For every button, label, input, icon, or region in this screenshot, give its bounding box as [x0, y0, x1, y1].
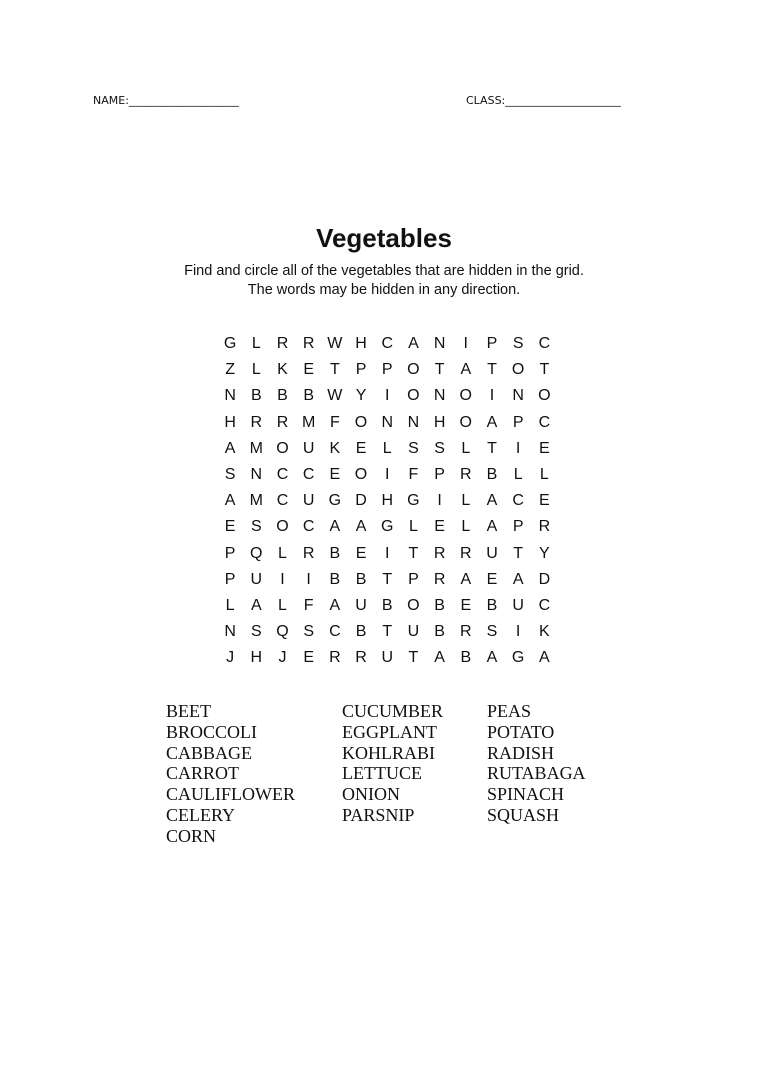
grid-letter[interactable]: J	[226, 649, 235, 667]
grid-letter[interactable]: I	[489, 387, 495, 405]
grid-letter[interactable]: O	[354, 413, 368, 431]
grid-letter[interactable]: E	[303, 649, 314, 667]
grid-letter[interactable]: T	[434, 361, 445, 379]
grid-letter[interactable]: M	[301, 413, 316, 431]
grid-letter[interactable]: C	[512, 492, 524, 510]
grid-letter[interactable]: A	[329, 518, 341, 536]
word-bank-item: CORN	[166, 825, 217, 846]
word-bank-item: CELERY	[166, 804, 236, 825]
grid-letter[interactable]: K	[329, 439, 341, 457]
grid-letter[interactable]: U	[486, 544, 498, 562]
grid-letter[interactable]: H	[381, 492, 393, 510]
grid-letter[interactable]: Z	[225, 361, 235, 379]
grid-letter[interactable]: G	[380, 518, 394, 536]
grid-letter[interactable]: L	[382, 439, 392, 457]
grid-letter[interactable]: E	[539, 439, 550, 457]
grid-letter[interactable]: L	[461, 492, 471, 510]
grid-letter[interactable]: H	[355, 335, 367, 352]
grid-letter[interactable]: H	[250, 649, 263, 667]
grid-letter[interactable]: U	[302, 492, 315, 510]
grid-letter[interactable]: B	[486, 465, 498, 483]
grid-letter[interactable]: L	[461, 518, 471, 536]
grid-letter[interactable]: U	[381, 649, 393, 667]
grid-letter[interactable]: C	[276, 492, 289, 510]
grid-letter[interactable]: P	[434, 465, 445, 483]
grid-letter[interactable]: R	[433, 544, 446, 562]
word-bank-column-3	[487, 701, 586, 826]
grid-letter[interactable]: T	[382, 623, 393, 641]
grid-letter[interactable]: N	[381, 413, 393, 431]
word-bank-item: SPINACH	[487, 784, 565, 805]
grid-letter[interactable]: O	[276, 518, 289, 536]
grid-letter[interactable]: N	[433, 335, 446, 352]
grid-letter[interactable]: L	[225, 596, 235, 614]
grid-letter[interactable]: P	[486, 335, 498, 352]
grid-letter[interactable]: T	[487, 361, 497, 379]
grid-letter[interactable]: F	[303, 596, 314, 614]
grid-letter[interactable]: C	[302, 518, 315, 536]
grid-letter[interactable]: E	[224, 518, 236, 536]
grid-letter[interactable]: C	[381, 335, 393, 352]
grid-letter[interactable]: B	[355, 570, 367, 588]
word-bank-item: KOHLRABI	[342, 742, 435, 763]
grid-letter[interactable]: A	[486, 518, 498, 536]
grid-letter[interactable]: T	[408, 649, 419, 667]
grid-letter[interactable]: B	[434, 596, 445, 614]
word-bank-item: LETTUCE	[342, 763, 422, 784]
word-bank-item: POTATO	[487, 721, 555, 742]
grid-letter[interactable]: R	[460, 465, 472, 483]
grid-letter[interactable]: R	[538, 518, 551, 536]
grid-letter[interactable]: T	[513, 544, 524, 562]
grid-letter[interactable]: S	[250, 623, 262, 641]
grid-letter[interactable]: C	[538, 335, 551, 352]
grid-letter[interactable]: P	[408, 570, 419, 588]
grid-letter[interactable]: A	[224, 492, 236, 510]
grid-letter[interactable]: O	[538, 387, 551, 405]
grid-letter[interactable]: S	[250, 518, 262, 536]
grid-letter[interactable]: O	[407, 361, 420, 379]
grid-letter[interactable]: N	[512, 387, 524, 405]
grid-letter[interactable]: A	[408, 335, 419, 352]
grid-letter[interactable]: U	[355, 596, 367, 614]
grid-letter[interactable]: O	[276, 439, 289, 457]
grid-letter[interactable]: J	[278, 649, 287, 667]
grid-letter[interactable]: S	[486, 623, 498, 641]
grid-letter[interactable]: L	[539, 465, 549, 483]
word-bank-item: CABBAGE	[166, 742, 253, 763]
grid-letter[interactable]: E	[539, 492, 550, 510]
grid-letter[interactable]: S	[434, 439, 445, 457]
class-field[interactable]: CLASS:_____________________	[466, 94, 621, 107]
grid-letter[interactable]: E	[329, 465, 341, 483]
grid-letter[interactable]: A	[460, 570, 472, 588]
word-bank-item: CARROT	[166, 763, 240, 784]
grid-letter[interactable]: O	[407, 387, 420, 405]
grid-letter[interactable]: L	[278, 544, 287, 562]
word-bank-item: RADISH	[487, 742, 555, 763]
grid-letter[interactable]: D	[355, 492, 367, 510]
grid-letter[interactable]: N	[433, 387, 446, 405]
grid-letter[interactable]: R	[460, 623, 472, 641]
grid-letter[interactable]: A	[434, 649, 445, 667]
grid-letter[interactable]: Y	[539, 544, 550, 562]
grid-letter[interactable]: C	[538, 413, 551, 431]
grid-letter[interactable]: N	[250, 465, 263, 483]
grid-letter[interactable]: A	[224, 439, 236, 457]
word-bank-item: RUTABAGA	[487, 763, 586, 784]
grid-letter[interactable]: O	[407, 596, 420, 614]
word-bank-column-2	[342, 701, 443, 826]
grid-letter[interactable]: L	[251, 361, 261, 379]
grid-letter[interactable]: S	[224, 465, 236, 483]
grid-letter[interactable]: U	[250, 570, 263, 588]
grid-letter[interactable]: S	[303, 623, 314, 641]
grid-letter[interactable]: R	[276, 335, 289, 352]
grid-letter[interactable]: S	[408, 439, 419, 457]
grid-letter[interactable]: F	[329, 413, 340, 431]
grid-letter[interactable]: E	[486, 570, 498, 588]
grid-letter[interactable]: B	[277, 387, 288, 405]
grid-letter[interactable]: G	[223, 335, 237, 352]
word-bank-item: SQUASH	[487, 804, 560, 825]
grid-letter[interactable]: L	[278, 596, 287, 614]
grid-letter[interactable]: E	[434, 518, 445, 536]
grid-letter[interactable]: T	[539, 361, 550, 379]
grid-letter[interactable]: L	[513, 465, 523, 483]
grid-letter[interactable]: L	[251, 335, 261, 352]
word-search-grid	[217, 331, 557, 671]
grid-letter[interactable]: U	[302, 439, 315, 457]
grid-letter[interactable]: A	[355, 518, 367, 536]
grid-letter[interactable]: R	[250, 413, 263, 431]
grid-letter[interactable]: I	[463, 335, 468, 352]
grid-letter[interactable]: B	[381, 596, 393, 614]
grid-letter[interactable]: W	[327, 387, 343, 405]
grid-letter[interactable]: R	[302, 335, 315, 352]
grid-letter[interactable]: K	[277, 361, 288, 379]
grid-letter[interactable]: A	[486, 492, 498, 510]
grid-letter[interactable]: L	[408, 518, 418, 536]
grid-letter[interactable]: H	[433, 413, 446, 431]
grid-letter[interactable]: B	[250, 387, 262, 405]
grid-letter[interactable]: R	[433, 570, 446, 588]
grid-letter[interactable]: K	[539, 623, 550, 641]
grid-letter[interactable]: O	[459, 387, 472, 405]
grid-letter[interactable]: A	[460, 361, 472, 379]
grid-letter[interactable]: T	[382, 570, 393, 588]
grid-letter[interactable]: A	[486, 413, 498, 431]
instruction-line: Find and circle all of the vegetables that are hidden in the grid.	[184, 263, 584, 279]
grid-letter[interactable]: I	[437, 492, 442, 510]
grid-letter[interactable]: T	[329, 361, 340, 379]
grid-letter[interactable]: E	[460, 596, 472, 614]
grid-letter[interactable]: I	[306, 570, 311, 588]
grid-letter[interactable]: I	[515, 439, 521, 457]
page-title: Vegetables	[316, 223, 452, 253]
grid-letter[interactable]: P	[381, 361, 393, 379]
grid-letter[interactable]: S	[512, 335, 524, 352]
grid-letter[interactable]: A	[250, 596, 262, 614]
grid-letter[interactable]: R	[276, 413, 289, 431]
grid-letter[interactable]: P	[512, 413, 524, 431]
grid-letter[interactable]: R	[329, 649, 341, 667]
grid-letter[interactable]: B	[329, 570, 341, 588]
grid-letter[interactable]: D	[538, 570, 551, 588]
grid-letter[interactable]: H	[224, 413, 236, 431]
grid-letter[interactable]: G	[328, 492, 342, 510]
word-bank-item: CUCUMBER	[342, 701, 444, 721]
grid-letter[interactable]: B	[486, 596, 498, 614]
grid-letter[interactable]: R	[355, 649, 367, 667]
grid-letter[interactable]: C	[302, 465, 315, 483]
word-bank-item: BEET	[166, 701, 211, 721]
word-bank-item: CAULIFLOWER	[166, 784, 295, 805]
grid-letter[interactable]: B	[355, 623, 367, 641]
grid-letter[interactable]: Q	[250, 544, 263, 562]
grid-letter[interactable]: O	[511, 361, 525, 379]
grid-letter[interactable]: I	[515, 623, 521, 641]
grid-letter[interactable]: B	[434, 623, 445, 641]
grid-letter[interactable]: Q	[276, 623, 289, 641]
grid-letter[interactable]: E	[355, 439, 367, 457]
grid-letter[interactable]: P	[355, 361, 367, 379]
grid-letter[interactable]: M	[249, 492, 263, 510]
grid-letter[interactable]: B	[303, 387, 314, 405]
grid-letter[interactable]: L	[461, 439, 471, 457]
grid-letter[interactable]: P	[512, 518, 524, 536]
grid-letter[interactable]: O	[459, 413, 472, 431]
grid-letter[interactable]: B	[460, 649, 472, 667]
grid-letter[interactable]: U	[407, 623, 420, 641]
word-bank-item: ONION	[342, 784, 400, 805]
word-bank-item: EGGPLANT	[342, 721, 437, 742]
grid-letter[interactable]: P	[224, 544, 236, 562]
grid-letter[interactable]: G	[511, 649, 525, 667]
grid-letter[interactable]: N	[224, 387, 236, 405]
grid-letter[interactable]: T	[487, 439, 497, 457]
grid-letter[interactable]: I	[384, 387, 390, 405]
word-bank-item: PARSNIP	[342, 804, 415, 825]
instruction-line: The words may be hidden in any direction.	[247, 282, 521, 298]
grid-letter[interactable]: C	[538, 596, 551, 614]
word-bank-item: PEAS	[487, 701, 532, 721]
grid-letter[interactable]: B	[329, 544, 341, 562]
grid-letter[interactable]: N	[407, 413, 420, 431]
grid-letter[interactable]: E	[355, 544, 367, 562]
grid-letter[interactable]: C	[329, 623, 341, 641]
grid-letter[interactable]: I	[280, 570, 285, 588]
grid-letter[interactable]: P	[224, 570, 236, 588]
grid-letter[interactable]: A	[329, 596, 341, 614]
grid-letter[interactable]: A	[512, 570, 524, 588]
grid-letter[interactable]: M	[249, 439, 263, 457]
name-field[interactable]: NAME:____________________	[93, 94, 239, 107]
word-bank-column-1	[166, 701, 295, 847]
grid-letter[interactable]: R	[460, 544, 472, 562]
grid-letter[interactable]: F	[408, 465, 419, 483]
grid-letter[interactable]: R	[302, 544, 315, 562]
grid-letter[interactable]: O	[354, 465, 368, 483]
grid-letter[interactable]: T	[408, 544, 419, 562]
grid-letter[interactable]: A	[539, 649, 550, 667]
grid-letter[interactable]: U	[512, 596, 524, 614]
grid-letter[interactable]: G	[407, 492, 420, 510]
grid-letter[interactable]: I	[384, 544, 390, 562]
grid-letter[interactable]: E	[303, 361, 314, 379]
word-bank-item: BROCCOLI	[166, 721, 258, 742]
grid-letter[interactable]: C	[276, 465, 289, 483]
grid-letter[interactable]: W	[327, 335, 343, 352]
grid-letter[interactable]: A	[486, 649, 498, 667]
grid-letter[interactable]: N	[224, 623, 236, 641]
instructions	[0, 262, 768, 300]
grid-letter[interactable]: I	[384, 465, 390, 483]
grid-letter[interactable]: Y	[355, 387, 367, 405]
